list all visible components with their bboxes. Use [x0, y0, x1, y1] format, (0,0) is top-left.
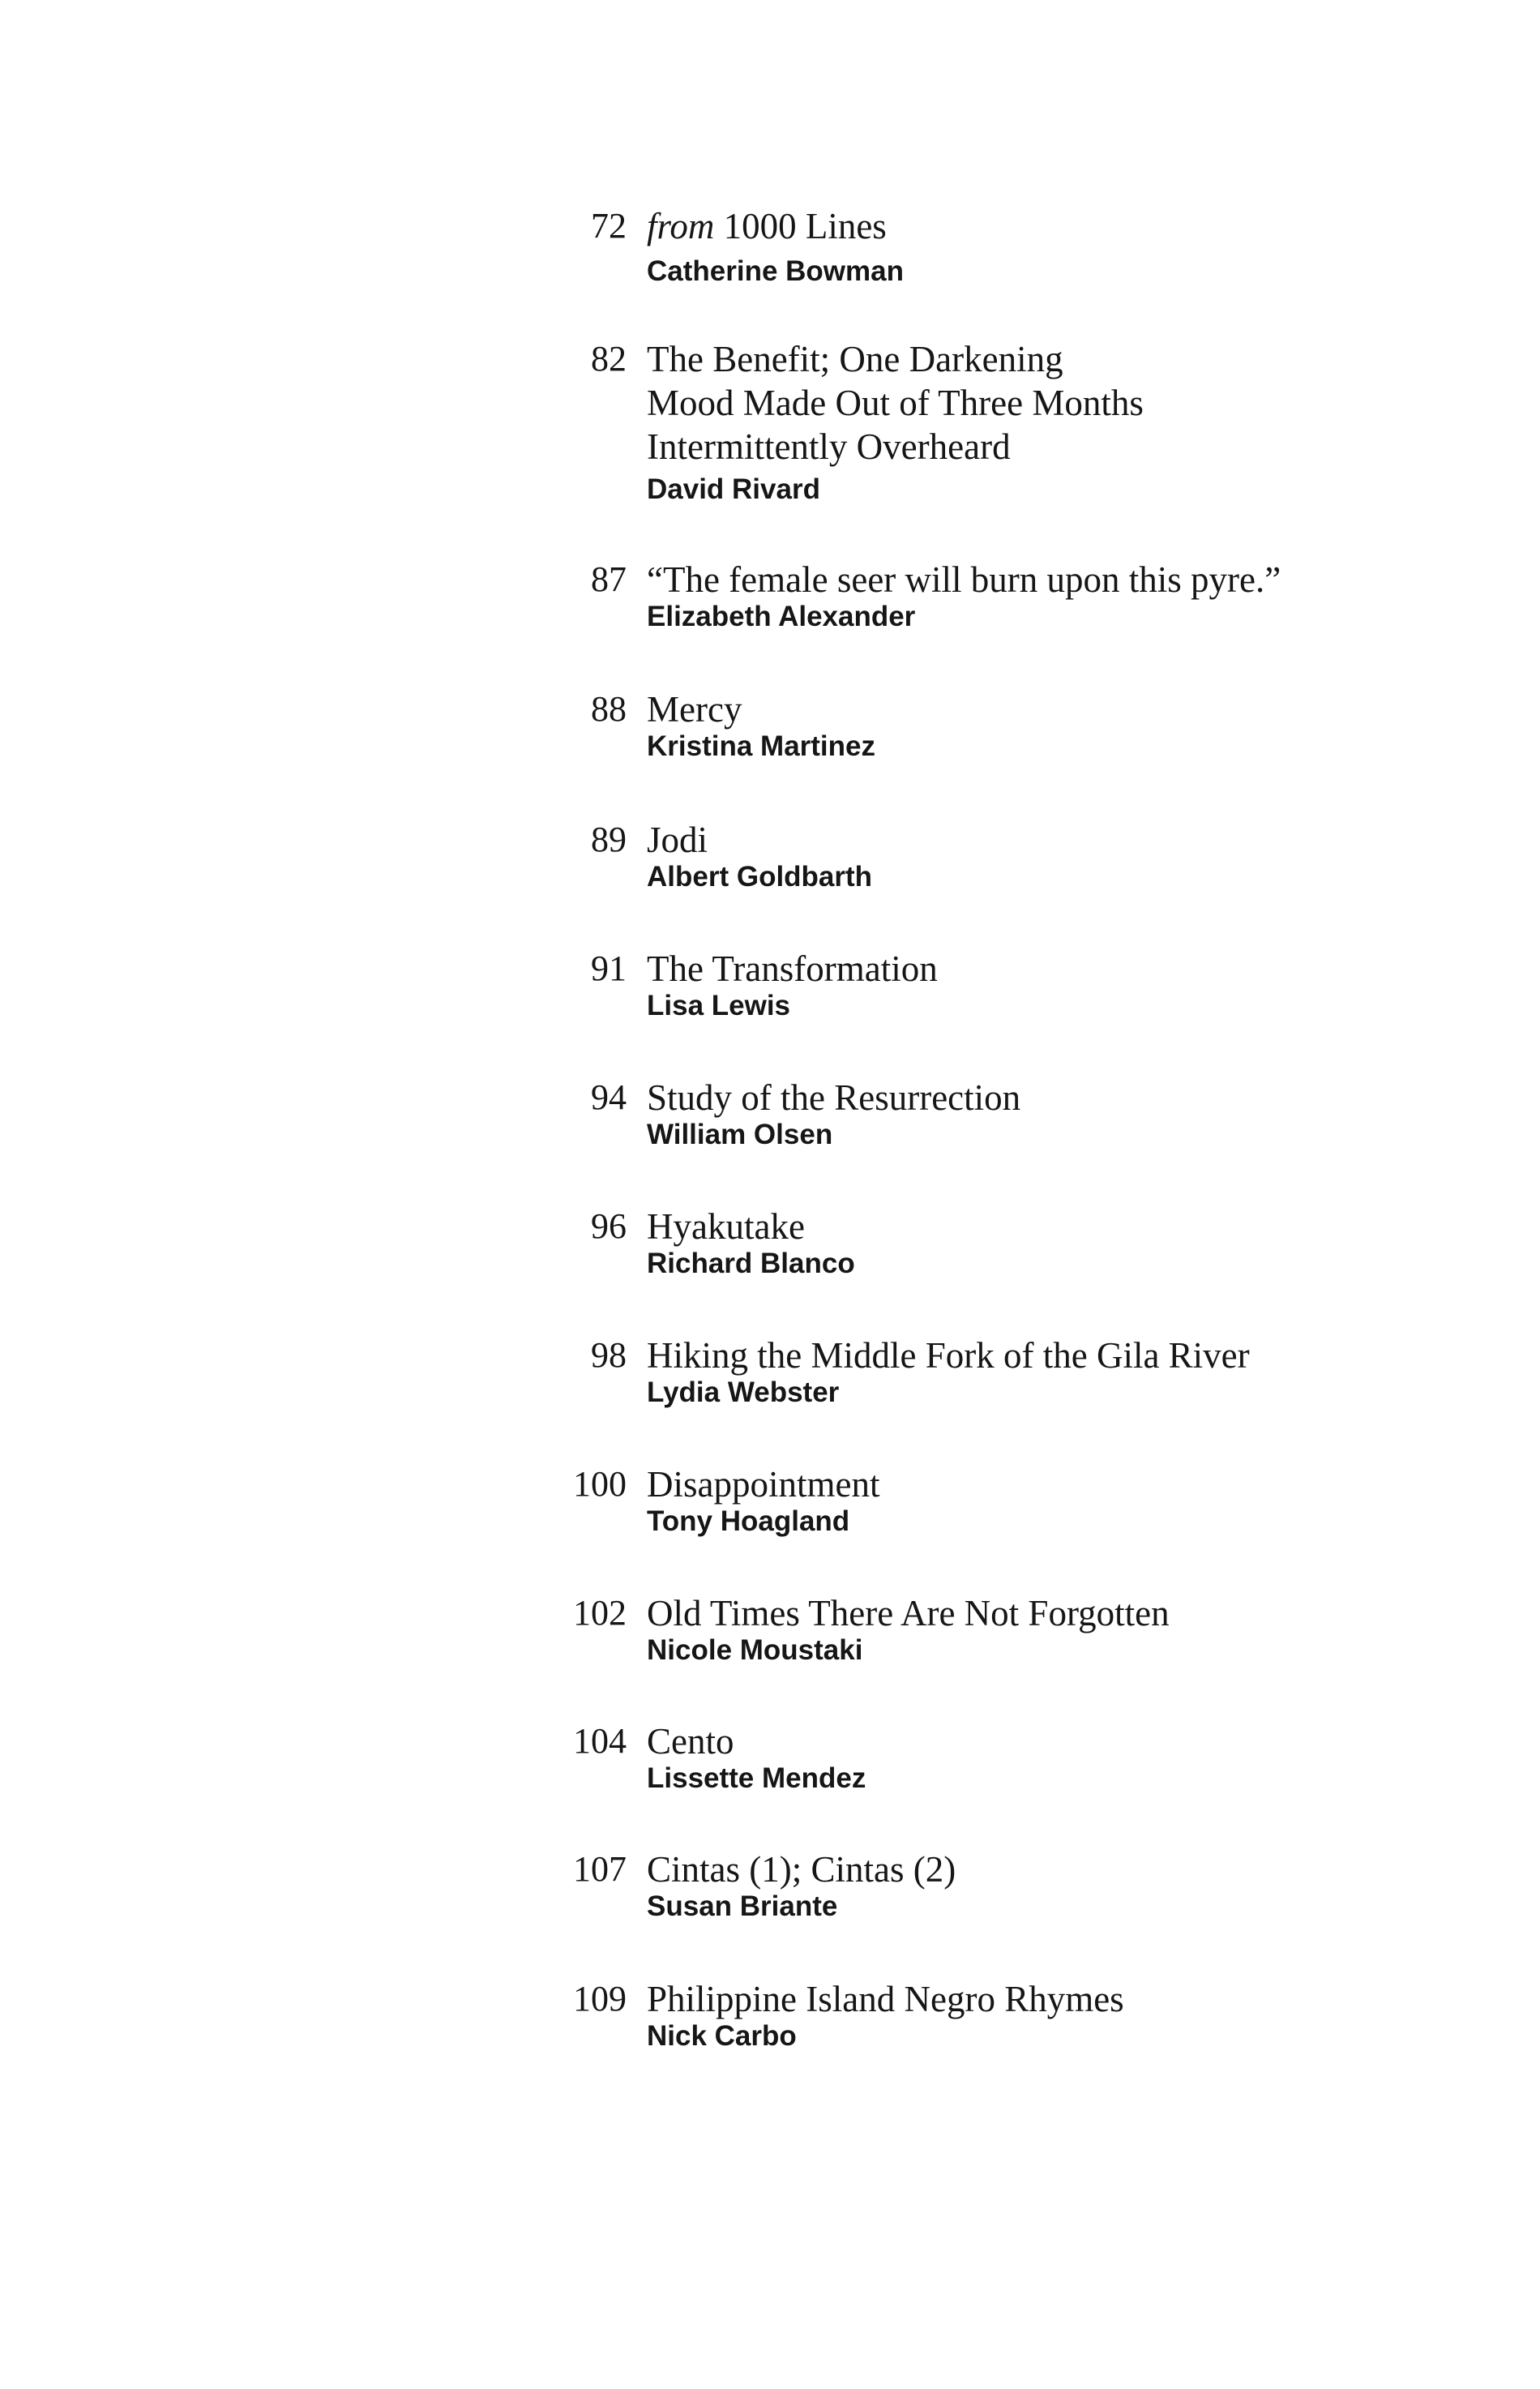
toc-page-number: 82: [591, 339, 627, 379]
toc-page-number: 89: [591, 820, 627, 859]
toc-author: William Olsen: [647, 1119, 833, 1150]
toc-author: Lydia Webster: [647, 1376, 840, 1408]
toc-page-number: 109: [573, 1979, 627, 2019]
toc-author: Lisa Lewis: [647, 990, 791, 1021]
toc-title: Disappointment: [647, 1464, 880, 1505]
toc-author: Nicole Moustaki: [647, 1634, 863, 1666]
toc-page-number: 104: [573, 1721, 627, 1761]
toc-page-number: 87: [591, 559, 627, 599]
toc-title-text: 1000 Lines: [723, 206, 887, 246]
toc-title: Hiking the Middle Fork of the Gila River: [647, 1335, 1250, 1376]
toc-title: Study of the Resurrection: [647, 1077, 1021, 1118]
toc-page-number: 91: [591, 948, 627, 988]
toc-page-number: 100: [573, 1464, 627, 1504]
toc-page-number: 94: [591, 1077, 627, 1117]
toc-title: The Transformation: [647, 948, 938, 989]
toc-author: Lissette Mendez: [647, 1762, 866, 1794]
toc-page-number: 72: [591, 206, 627, 246]
toc-page-number: 96: [591, 1206, 627, 1246]
toc-title: Old Times There Are Not Forgotten: [647, 1593, 1170, 1633]
toc-page-number: 102: [573, 1593, 627, 1633]
toc-author: Nick Carbo: [647, 2020, 797, 2052]
toc-title: Hyakutake: [647, 1206, 805, 1247]
toc-title: Jodi: [647, 820, 708, 860]
toc-author: David Rivard: [647, 473, 820, 505]
toc-author: Elizabeth Alexander: [647, 601, 916, 632]
toc-author: Catherine Bowman: [647, 255, 904, 287]
toc-title: The Benefit; One Darkening Mood Made Out of Three Months Intermittently Overheard: [647, 339, 1144, 467]
toc-title-prefix: from: [647, 206, 715, 246]
toc-title: Cento: [647, 1721, 734, 1762]
toc-author: Albert Goldbarth: [647, 861, 873, 893]
toc-title: “The female seer will burn upon this pyre.”: [647, 559, 1281, 600]
toc-title: Mercy: [647, 689, 742, 730]
toc-author: Richard Blanco: [647, 1248, 855, 1279]
toc-author: Tony Hoagland: [647, 1505, 850, 1537]
toc-author: Susan Briante: [647, 1890, 838, 1922]
toc-author: Kristina Martinez: [647, 730, 875, 762]
toc-title: [647, 204, 1457, 248]
toc-page-number: 88: [591, 689, 627, 729]
toc-title: Philippine Island Negro Rhymes: [647, 1979, 1124, 2019]
toc-page-number: 107: [573, 1849, 627, 1889]
toc-page-number: 98: [591, 1335, 627, 1375]
toc-title: Cintas (1); Cintas (2): [647, 1849, 956, 1890]
